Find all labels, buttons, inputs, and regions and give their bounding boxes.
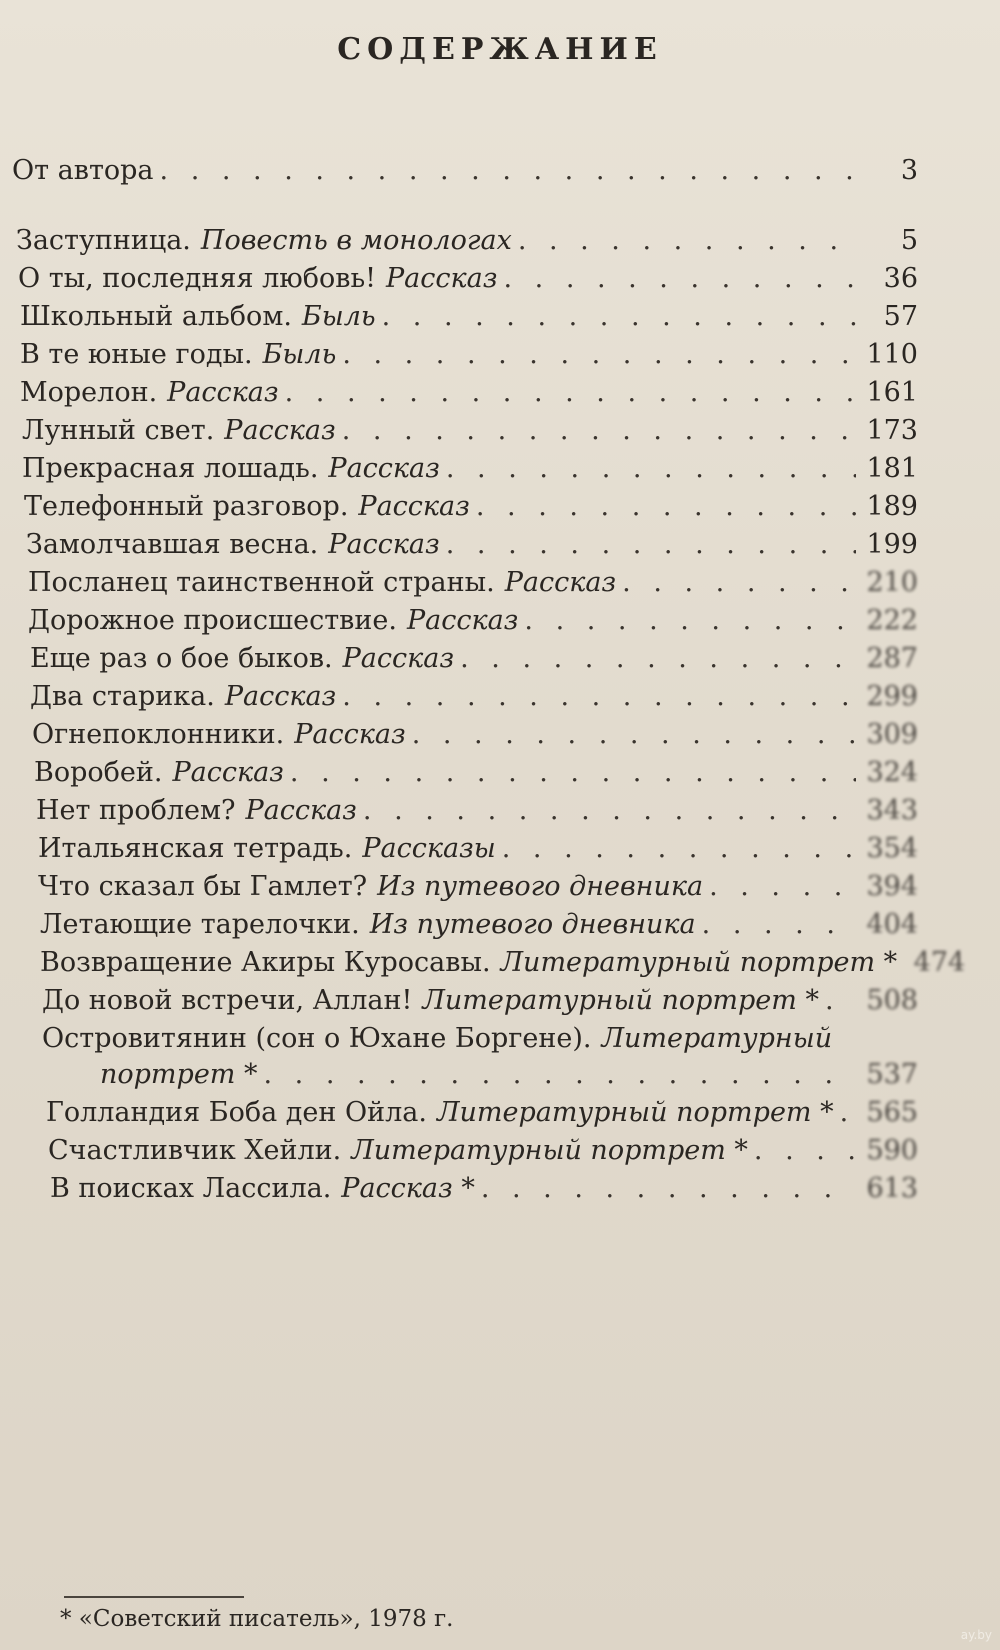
entry-genre: Рассказ *	[341, 1173, 475, 1204]
toc-entry	[26, 522, 918, 560]
entry-genre: Рассказ	[172, 757, 284, 788]
page-number: 343	[866, 795, 918, 826]
page-number: 57	[883, 301, 918, 332]
toc-entry	[36, 788, 918, 826]
entry-title: Посланец таинственной страны.	[28, 567, 495, 598]
entry-genre: Рассказы	[362, 833, 496, 864]
dot-leader	[709, 871, 856, 902]
page-number: 3	[900, 155, 918, 186]
footnote-rule	[64, 1596, 244, 1598]
toc-entry	[24, 484, 918, 522]
entry-title: Итальянская тетрадь.	[38, 833, 353, 864]
toc-entry	[40, 940, 966, 978]
dot-leader	[446, 529, 856, 560]
page-number: 613	[866, 1173, 918, 1204]
dot-leader	[481, 1173, 856, 1204]
toc-entry	[20, 294, 918, 332]
toc-entry	[18, 256, 918, 294]
entry-title: Прекрасная лошадь.	[22, 453, 319, 484]
entry-genre: Рассказ	[294, 719, 406, 750]
toc-entry	[32, 712, 918, 750]
entry-title: Возвращение Акиры Куросавы.	[40, 947, 491, 978]
page-number: 309	[866, 719, 918, 750]
entry-genre: Быль	[301, 301, 376, 332]
page-number: 189	[866, 491, 918, 522]
toc-entry	[22, 446, 918, 484]
entry-title: Огнепоклонники.	[32, 719, 285, 750]
page-number: 199	[866, 529, 918, 560]
page-title: СОДЕРЖАНИЕ	[337, 32, 663, 67]
page-number: 287	[866, 643, 918, 674]
dot-leader	[160, 155, 856, 186]
entry-title: Телефонный разговор.	[24, 491, 349, 522]
dot-leader	[263, 1059, 856, 1090]
entry-genre: Из путевого дневника	[369, 909, 696, 940]
entry-genre: Литературный портрет *	[422, 985, 819, 1016]
entry-genre: Рассказ	[358, 491, 470, 522]
entry-title: Два старика.	[30, 681, 215, 712]
entry-genre: Рассказ	[386, 263, 498, 294]
toc-entry	[38, 826, 918, 864]
toc-entry	[12, 148, 918, 186]
toc-entry	[46, 1090, 918, 1128]
page-number: 590	[866, 1135, 918, 1166]
footnote: * «Советский писатель», 1978 г.	[60, 1606, 454, 1632]
page-number: 354	[866, 833, 918, 864]
entry-genre: Быль	[262, 339, 337, 370]
toc-entry	[42, 1016, 918, 1054]
page-number: 173	[866, 415, 918, 446]
dot-leader	[342, 681, 856, 712]
page-number: 404	[866, 909, 918, 940]
page-number: 508	[866, 985, 918, 1016]
entry-title: Еще раз о бое быков.	[30, 643, 333, 674]
toc-entry	[16, 218, 918, 256]
page-number: 181	[866, 453, 918, 484]
dot-leader	[503, 263, 856, 294]
entry-title: От автора	[12, 155, 154, 186]
page-number: 299	[866, 681, 918, 712]
dot-leader	[622, 567, 856, 598]
dot-leader	[825, 985, 856, 1016]
toc-entry	[34, 750, 918, 788]
toc-entry	[40, 902, 918, 940]
entry-genre: Рассказ	[342, 643, 455, 674]
entry-genre: Литературный	[601, 1023, 833, 1054]
page-number: 222	[866, 605, 918, 636]
page-number: 394	[866, 871, 918, 902]
entry-genre: Литературный портрет *	[436, 1097, 834, 1128]
entry-genre: Литературный портрет *	[351, 1135, 748, 1166]
entry-title: Лунный свет.	[22, 415, 215, 446]
entry-title: До новой встречи, Аллан!	[42, 985, 413, 1016]
toc-entry	[20, 370, 918, 408]
dot-leader	[702, 909, 856, 940]
toc-entry	[50, 1166, 918, 1204]
entry-genre: Литературный портрет *	[500, 947, 898, 978]
entry-genre: портрет *	[100, 1059, 258, 1090]
page-number: 474	[913, 947, 966, 978]
entry-genre: Повесть в монологах	[200, 225, 512, 256]
dot-leader	[285, 377, 856, 408]
toc-entry	[30, 636, 918, 674]
entry-genre: Рассказ	[328, 529, 440, 560]
entry-genre: Рассказ	[224, 681, 337, 712]
page-number: 5	[900, 225, 918, 256]
entry-title: Островитянин (сон о Юхане Боргене).	[42, 1023, 592, 1054]
entry-title: В те юные годы.	[20, 339, 253, 370]
entry-title: Заступница.	[16, 225, 191, 256]
page-number: 324	[866, 757, 918, 788]
entry-genre: Рассказ	[245, 795, 357, 826]
page-number: 36	[883, 263, 918, 294]
toc-entry	[22, 408, 918, 446]
entry-title: Нет проблем?	[36, 795, 236, 826]
dot-leader	[840, 1097, 856, 1128]
entry-title: Что сказал бы Гамлет?	[38, 871, 368, 902]
entry-title: Летающие тарелочки.	[40, 909, 360, 940]
entry-title: Счастливчик Хейли.	[48, 1135, 342, 1166]
dot-leader	[518, 225, 856, 256]
entry-genre: Из путевого дневника	[377, 871, 704, 902]
toc-entry	[100, 1052, 918, 1090]
entry-title: Школьный альбом.	[20, 301, 292, 332]
toc-entry	[38, 864, 918, 902]
entry-title: Морелон.	[20, 377, 158, 408]
dot-leader	[290, 757, 856, 788]
dot-leader	[342, 339, 856, 370]
page-number: 110	[866, 339, 918, 370]
dot-leader	[382, 301, 856, 332]
entry-title: Голландия Боба ден Ойла.	[46, 1097, 427, 1128]
dot-leader	[502, 833, 856, 864]
dot-leader	[446, 453, 856, 484]
dot-leader	[754, 1135, 856, 1166]
entry-title: О ты, последняя любовь!	[18, 263, 377, 294]
entry-title: Воробей.	[34, 757, 163, 788]
entry-title: В поисках Лассила.	[50, 1173, 332, 1204]
toc-entry	[20, 332, 918, 370]
entry-genre: Рассказ	[224, 415, 336, 446]
page-number: 537	[866, 1059, 918, 1090]
page-number: 161	[866, 377, 918, 408]
toc-entry	[30, 674, 918, 712]
entry-genre: Рассказ	[406, 605, 519, 636]
entry-genre: Рассказ	[167, 377, 279, 408]
dot-leader	[363, 795, 856, 826]
dot-leader	[412, 719, 856, 750]
dot-leader	[524, 605, 856, 636]
dot-leader	[460, 643, 856, 674]
toc-entry	[28, 598, 918, 636]
dot-leader	[476, 491, 856, 522]
toc-entry	[28, 560, 918, 598]
page-number: 565	[866, 1097, 918, 1128]
entry-genre: Рассказ	[504, 567, 617, 598]
page-number: 210	[866, 567, 918, 598]
entry-title: Дорожное происшествие.	[28, 605, 397, 636]
toc-entry	[42, 978, 918, 1016]
entry-title: Замолчавшая весна.	[26, 529, 319, 560]
watermark: ay.by	[960, 1628, 992, 1642]
dot-leader	[342, 415, 856, 446]
toc-entry	[48, 1128, 918, 1166]
entry-genre: Рассказ	[328, 453, 440, 484]
